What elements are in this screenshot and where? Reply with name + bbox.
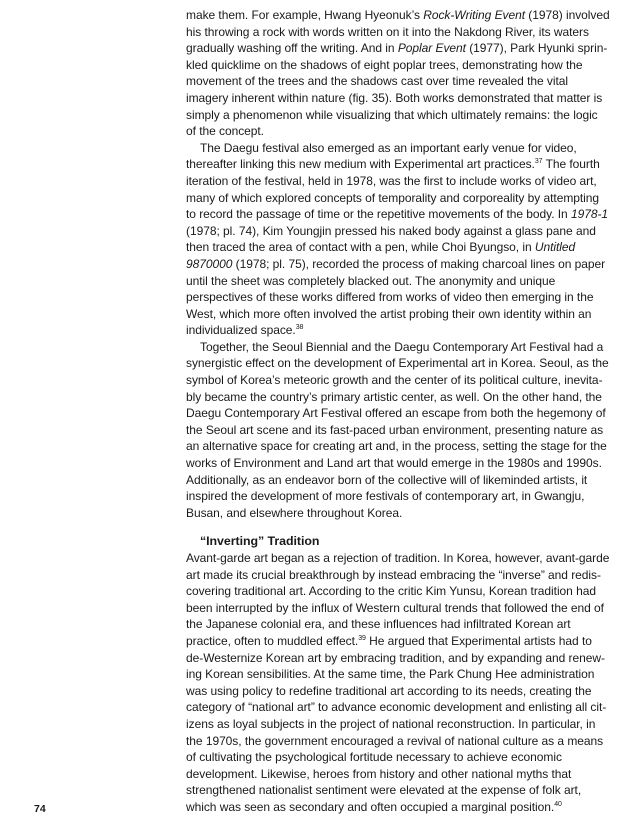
paragraph-3: Together, the Seoul Biennial and the Daegu Contemporary Art Festival had a synergistic effect on the development of Experimental art in Korea. Seoul, as the symbol of Korea’s meteoric growth and the center of its political culture, inevitably became the country’s primary artistic center, as well. On the other hand, the Daegu Contemporary Art Festival offered an escape from both the hegemony of the Seoul art scene and its fast-paced urban environment, presenting nature as an alternative space for creating art and, in the process, setting the stage for the works of Environment and Land art that would emerge in the 1980s and 1990s. Additionally, as an endeavor born of the collective will of likeminded artists, it inspired the development of more festivals of contemporary art, in Gwangju, Busan, and elsewhere throughout Korea. — [186, 339, 609, 520]
text-run: (1978; pl. 74), Kim Youngjin pressed his naked body against a glass pane and then traced the area of contact with a pen, while Choi Byungso, in — [186, 223, 596, 255]
section-heading: “Inverting” Tradition — [200, 534, 320, 549]
text-run: The Daegu festival also emerged as an important early venue for video, thereafter linking this new medium with Experimental art practices. — [186, 140, 577, 172]
paragraph-4 — [186, 550, 610, 816]
text-run: Avant-garde art began as a rejection of tradition. In Korea, however, avant-garde art made its crucial breakthrough by instead embracing the “inverse” and rediscovering traditional art. According to the critic Kim Yunsu, Korean tradition had been interrupted by the influx of Western cultural trends that followed the end of the Japanese colonial era, and these influences had infiltrated Korean art practice, often to muddled effect. — [186, 551, 610, 648]
artwork-title: Untitled 9870000 — [186, 240, 576, 271]
artwork-title: 1978-1 — [570, 207, 609, 222]
paragraph-2 — [186, 140, 610, 339]
footnote-ref: 37 — [534, 158, 543, 166]
text-run: (1978; pl. 75), recorded the process of making charcoal lines on paper until the sheet was completely blacked out. The anonymity and unique perspectives of these works differed from works of video then emerging in the West, which more often involved the artist probing their own identity within an individualized space. — [186, 256, 606, 338]
text-run: (1978) involved his throwing a rock with words written on it into the Nakdong River, its waters gradually washing off the writing. And in — [186, 8, 610, 56]
page-number: 74 — [34, 803, 46, 815]
text-run: make them. For example, Hwang Hyeonuk’s — [186, 8, 424, 22]
footnote-ref: 39 — [358, 634, 366, 642]
text-run: (1977), Park Hyunki sprinkled quicklime on the shadows of eight poplar trees, demonstrating how the movement of the trees and the shadows cast over time revealed the vital imagery inherent within nature (fig. 35). Both works demonstrated that matter is simply a phenomenon while visualizing that which ultimately remains: the logic of the concept. — [186, 41, 608, 139]
paragraph-1 — [186, 7, 610, 140]
text-column — [186, 7, 610, 816]
footnote-ref: 38 — [295, 324, 304, 332]
text-run: He argued that Experimental artists had to de-Westernize Korean art by embracing tradition, and by expanding and renewing Korean sensibilities. At the same time, the Park Chung Hee administration was using policy to redefine traditional art according to its needs, creating the category of “national art” to advance economic development and enlisting all citizens as loyal subjects in the project of national reconstruction. In particular, in the 1970s, the government encouraged a revival of national culture as a means of cultivating the psychological fortitude necessary to achieve economic development. Likewise, heroes from history and other national myths that strengthened nationalist sentiment were elevated at the expense of folk art, which was seen as secondary and often occupied a marginal position. — [186, 633, 607, 814]
artwork-title: Rock-Writing Event — [423, 8, 526, 22]
artwork-title: Poplar Event — [397, 41, 466, 56]
text-run: The fourth iteration of the festival, held in 1978, was the first to include works of video art, many of which explored concepts of temporality and corporeality by attempting to record the passage of time or the repetitive movements of the body. In — [186, 157, 600, 222]
footnote-ref: 40 — [554, 800, 562, 808]
